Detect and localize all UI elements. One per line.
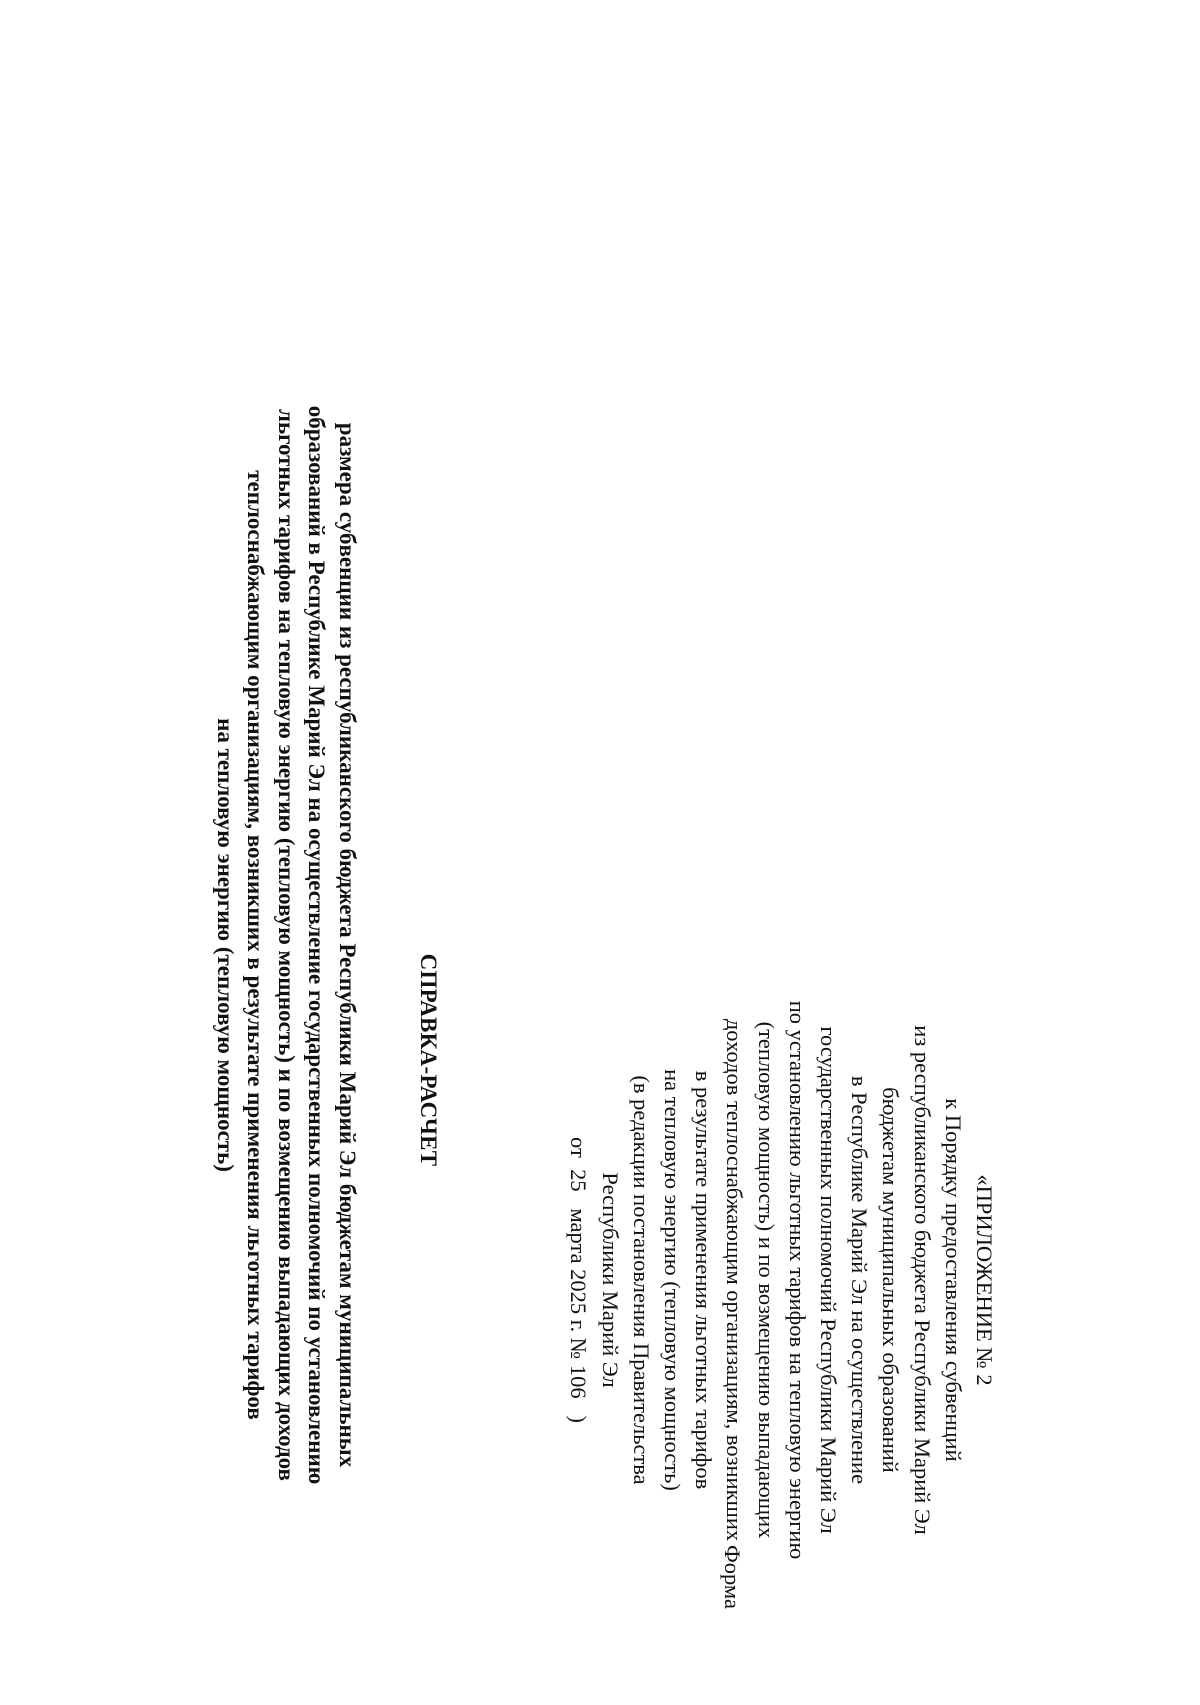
appendix-line: бюджетам муниципальных образований: [878, 1087, 904, 1473]
form-label: Форма: [720, 1545, 745, 1610]
appendix-line: к Порядку предоставления субвенций: [940, 1098, 966, 1462]
appendix-line: в Республике Марий Эл на осуществление: [847, 1075, 873, 1485]
appendix-line: доходов теплоснабжающим организациям, возникших: [722, 1018, 748, 1542]
appendix-line: (тепловую мощность) и по возмещению выпадающих: [753, 1021, 779, 1539]
appendix-line: (в редакции постановления Правительства: [628, 1075, 654, 1485]
subtitle-line: образований в Республике Марий Эл на осуществление государственных полномочий по установлению: [304, 405, 330, 1485]
appendix-line: из республиканского бюджета Республики Марий Эл: [909, 1025, 935, 1535]
document-subtitle: [210, 185, 363, 1705]
appendix-block: [563, 940, 1000, 1620]
appendix-line: государственных полномочий Республики Марий Эл: [815, 1026, 841, 1534]
appendix-date-line: от 25 марта 2025 г. № 106 ): [566, 1137, 592, 1423]
subtitle-line: на тепловую энергию (тепловую мощность): [213, 718, 238, 1172]
appendix-line: на тепловую энергию (тепловую мощность): [659, 1069, 685, 1491]
document-title: СПРАВКА-РАСЧЕТ: [416, 953, 441, 1167]
appendix-line: в результате применения льготных тарифов: [691, 1070, 717, 1490]
appendix-line: Республики Марий Эл: [597, 1172, 623, 1388]
appendix-heading: «ПРИЛОЖЕНИЕ № 2: [972, 1174, 997, 1386]
subtitle-line: теплоснабжающим организациям, возникших в результате применения льготных тарифов: [243, 470, 269, 1420]
subtitle-line: льготных тарифов на тепловую энергию (тепловую мощность) и по возмещению выпадающих доходов: [274, 409, 299, 1481]
subtitle-line: размера субвенции из республиканского бюджета Республики Марий Эл бюджетам муниципальных: [335, 422, 360, 1468]
appendix-line: по установлению льготных тарифов на тепловую энергию: [784, 1000, 810, 1560]
